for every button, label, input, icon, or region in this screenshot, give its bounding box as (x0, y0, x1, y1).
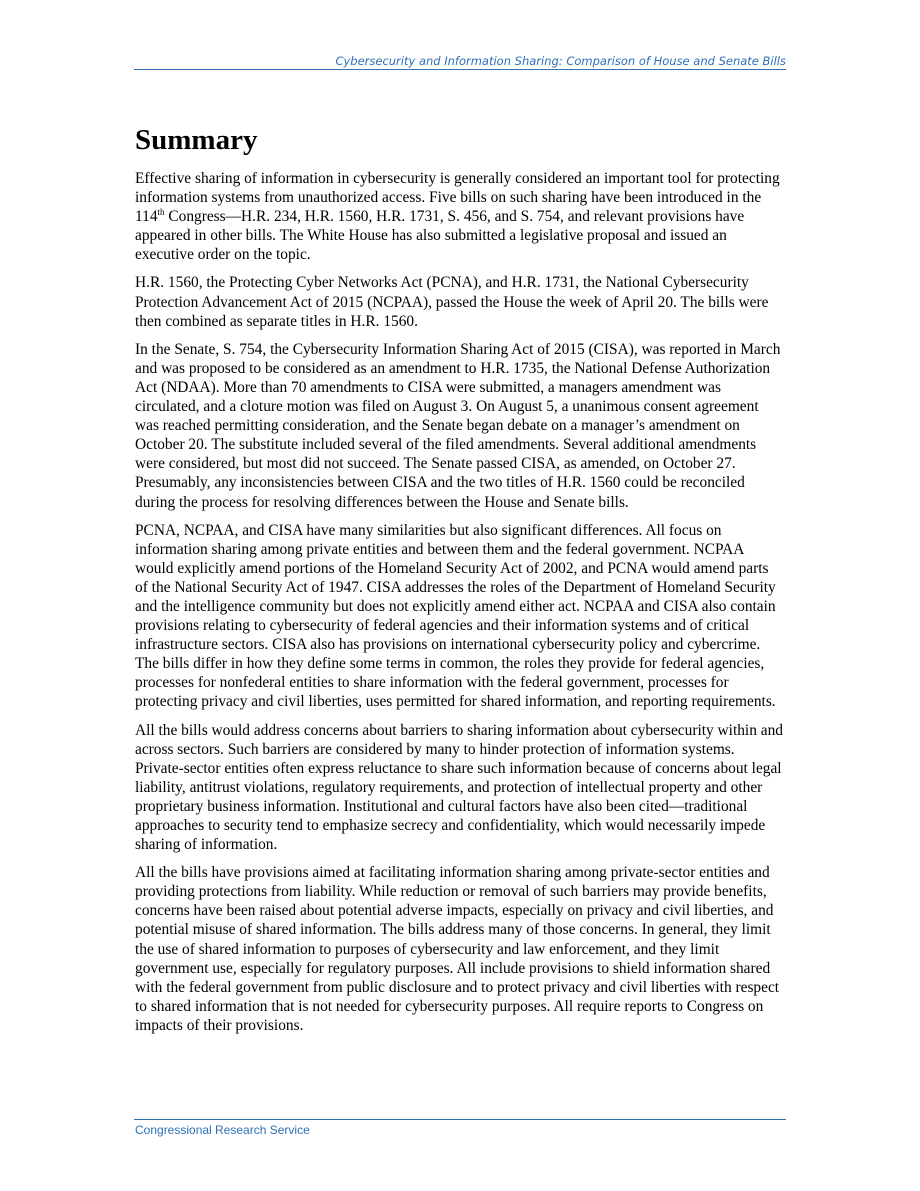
summary-paragraph-5: All the bills would address concerns about barriers to sharing information about cybersecurity within and across sectors. Such barriers are considered by many to hinder protection of information systems. Private-sector entities often express reluctance to share such information because of concerns about legal liability, antitrust violations, regulatory requirements, and protection of intellectual property and other proprietary business information. Institutional and cultural factors have also been cited—traditional approaches to security tend to emphasize secrecy and confidentiality, which would necessarily impede sharing of information. (135, 721, 783, 854)
header-divider (134, 69, 786, 70)
paragraph-1-text-a: Effective sharing of information in cybersecurity is generally considered an important tool for protecting information systems from unauthorized access. Five bills on such sharing have been introduced in the 114 (135, 170, 780, 226)
footer-divider (134, 1119, 786, 1120)
summary-paragraph-2: H.R. 1560, the Protecting Cyber Networks Act (PCNA), and H.R. 1731, the National Cybersecurity Protection Advancement Act of 2015 (NCPAA), passed the House the week of April 20. The bills were then combined as separate titles in H.R. 1560. (135, 274, 769, 330)
summary-paragraph-6: All the bills have provisions aimed at facilitating information sharing among private-sector entities and providing protections from liability. While reduction or removal of such barriers may provide benefits, concerns have been raised about potential adverse impacts, especially on privacy and civil liberties, and potential misuse of shared information. The bills address many of those concerns. In general, they limit the use of shared information to purposes of cybersecurity and law enforcement, and they limit government use, especially for regulatory purposes. All include provisions to shield information shared with the federal government from public disclosure and to protect privacy and civil liberties with respect to shared information that is not needed for cybersecurity purposes. All require reports to Congress on impacts of their provisions. (135, 864, 780, 1034)
summary-paragraph-3: In the Senate, S. 754, the Cybersecurity Information Sharing Act of 2015 (CISA), was reported in March and was proposed to be considered as an amendment to H.R. 1735, the National Defense Authorization Act (NDAA). More than 70 amendments to CISA were submitted, a managers amendment was circulated, and a cloture motion was filed on August 3. On August 5, a unanimous consent agreement was reached permitting consideration, and the Senate began debate on a manager’s amendment on October 20. The substitute included several of the filed amendments. Several additional amendments were considered, but most did not succeed. The Senate passed CISA, as amended, on October 27. Presumably, any inconsistencies between CISA and the two titles of H.R. 1560 could be reconciled during the process for resolving differences between the House and Senate bills. (135, 340, 781, 511)
section-title: Summary (135, 124, 258, 156)
paragraph-1-text-b: Congress—H.R. 234, H.R. 1560, H.R. 1731, S. 456, and S. 754, and relevant provisions have appeared in other bills. The White House has also submitted a legislative proposal and issued an executive order on the topic. (135, 208, 745, 264)
page-content (135, 120, 785, 1044)
running-header-title: Cybersecurity and Information Sharing: Comparison of House and Senate Bills (335, 54, 786, 68)
summary-paragraph-1 (135, 169, 785, 264)
ordinal-superscript: th (157, 207, 165, 218)
summary-paragraph-4: PCNA, NCPAA, and CISA have many similarities but also significant differences. All focus on information sharing among private entities and between them and the federal government. NCPAA would explicitly amend portions of the Homeland Security Act of 2002, and PCNA would amend parts of the National Security Act of 1947. CISA addresses the roles of the Department of Homeland Security and the intelligence community but does not explicitly amend either act. NCPAA and CISA also contain provisions relating to cybersecurity of federal agencies and their information systems and of critical infrastructure sectors. CISA also has provisions on international cybersecurity policy and cybercrime. The bills differ in how they define some terms in common, the roles they provide for federal agencies, processes for nonfederal entities to share information with the federal government, processes for protecting privacy and civil liberties, uses permitted for shared information, and reporting requirements. (135, 521, 776, 711)
footer-publisher: Congressional Research Service (135, 1123, 310, 1137)
